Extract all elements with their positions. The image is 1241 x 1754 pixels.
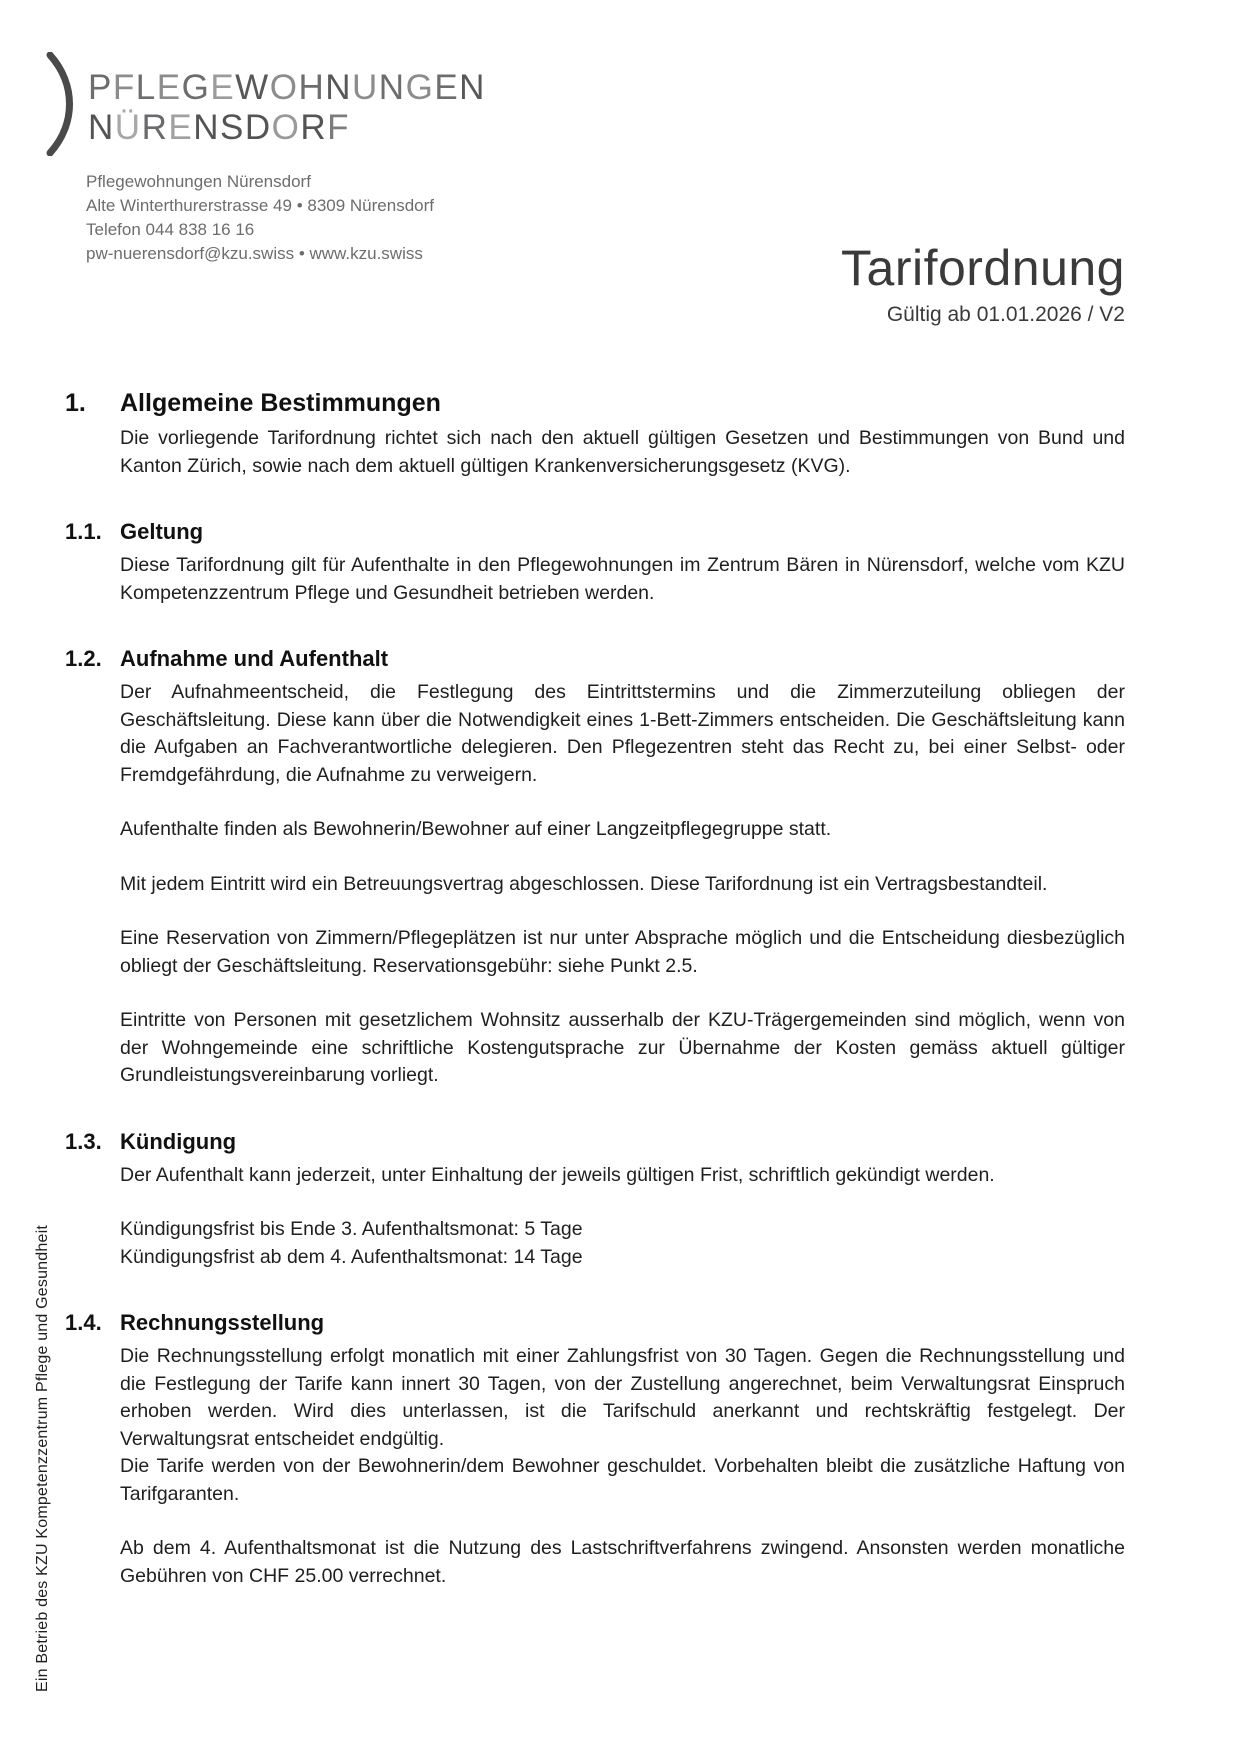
paragraph: Die Tarife werden von der Bewohnerin/dem Bewohner geschuldet. Vorbehalten bleibt die zusätzliche Haftung von Tarifgaranten. [120,1455,1125,1505]
logo-letter: R [300,108,328,147]
section-heading: Aufnahme und Aufenthalt [120,646,389,671]
paragraph: Eintritte von Personen mit gesetzlichem Wohnsitz ausserhalb der KZU-Trägergemeinden sind möglich, wenn von der Wohngemeinde eine schriftliche Kostengutsprache zur Übernahme der Kosten gemäss aktuell gültiger Grundleistungsvereinbarung vorliegt. [120,1009,1125,1086]
address-line: Telefon 044 838 16 16 [86,220,255,239]
paragraph: Ab dem 4. Aufenthaltsmonat ist die Nutzung des Lastschriftverfahrens zwingend. Ansonsten werden monatliche Gebühren von CHF 25.00 verrechnet. [120,1537,1125,1587]
logo-letter: H [298,68,326,107]
sections [65,388,1125,1590]
paragraph: Der Aufnahmeentscheid, die Festlegung des Eintrittstermins und die Zimmerzuteilung obliegen der Geschäftsleitung. Diese kann über die Notwendigkeit eines 1-Bett-Zimmers entscheiden. Die Geschäftsleitung kann die Aufgaben an Fachverantwortliche delegieren. Den Pflegezentren steht das Recht zu, bei einer Selbst- oder Fremdgefährdung, die Aufnahme zu verweigern. [120,681,1125,786]
logo-letter: G [405,68,435,107]
logo-letter: E [168,108,194,147]
section-number: 1.2. [65,646,102,671]
logo-letter: N [459,68,486,107]
paragraph: Die vorliegende Tarifordnung richtet sich nach den aktuell gültigen Gesetzen und Bestimmungen von Bund und Kanton Zürich, sowie nach dem aktuell gültigen Krankenversicherungsgesetz (KVG). [120,427,1125,477]
logo-letter: S [219,108,245,147]
line-group [120,1216,1125,1271]
logo-letter: E [210,68,236,107]
logo-letter: O [271,108,301,147]
line-item: Kündigungsfrist bis Ende 3. Aufenthaltsmonat: 5 Tage [120,1218,583,1240]
paragraph: Mit jedem Eintritt wird ein Betreuungsvertrag abgeschlossen. Diese Tarifordnung ist ein Vertragsbestandteil. [120,872,1048,895]
logo-letter: E [434,68,460,107]
section [65,518,1125,607]
logo-letter: L [135,68,157,107]
paragraph: Eine Reservation von Zimmern/Pflegeplätzen ist nur unter Absprache möglich und die Entscheidung diesbezüglich obliegt der Geschäftsleitung. Reservationsgebühr: siehe Punkt 2.5. [120,927,1125,977]
section [65,388,1125,480]
logo-letter: N [325,68,353,107]
logo-letter: O [269,68,299,107]
company-logo [46,52,486,156]
logo-letter: N [378,68,406,107]
section [65,1128,1125,1272]
validity-subtitle: Gültig ab 01.01.2026 / V2 [886,303,1125,326]
sidebar-vertical-caption: Ein Betrieb des KZU Kompetenzzentrum Pflege und Gesundheit [34,1225,51,1692]
logo-letter: D [244,108,272,147]
section-heading: Allgemeine Bestimmungen [120,389,441,417]
section-number: 1.3. [65,1128,102,1154]
logo-letter: N [193,108,220,147]
logo-letter: R [141,108,169,147]
page-title: Tarifordnung [841,240,1125,296]
logo-letter: U [352,68,379,107]
logo-letter: Ü [114,108,142,147]
paragraph: Die Rechnungsstellung erfolgt monatlich mit einer Zahlungsfrist von 30 Tagen. Gegen die Rechnungsstellung und die Festlegung der Tarife kann innert 30 Tagen, von der Zustellung angerechnet, beim Verwaltungsrat Einspruch erhoben werden. Wird dies unterlassen, ist die Tarifschuld anerkannt und rechtskräftig festgelegt. Der Verwaltungsrat entscheidet endgültig. [120,1345,1125,1450]
logo-line-1 [88,68,486,108]
logo-letter: F [327,108,351,147]
paragraph: Der Aufenthalt kann jederzeit, unter Einhaltung der jeweils gültigen Frist, schriftlich gekündigt werden. [120,1163,995,1186]
logo-line-2 [88,108,486,148]
logo-letter: N [88,108,115,147]
logo-letter: P [88,68,113,107]
section-heading: Kündigung [120,1128,237,1154]
section [65,1309,1125,1590]
logo-arc-icon [46,52,80,156]
logo-letter: F [112,68,136,107]
logo-wordmark [88,52,486,148]
logo-letter: G [181,68,211,107]
section-heading: Rechnungsstellung [120,1310,325,1335]
section [65,645,1125,1090]
section-heading: Geltung [120,519,204,544]
paragraph: Diese Tarifordnung gilt für Aufenthalte in den Pflegewohnungen im Zentrum Bären in Nürensdorf, welche vom KZU Kompetenzzentrum Pflege und Gesundheit betrieben werden. [120,554,1125,604]
logo-letter: W [235,68,270,107]
line-item: Kündigungsfrist ab dem 4. Aufenthaltsmonat: 14 Tage [120,1245,583,1268]
address-line: Alte Winterthurerstrasse 49 • 8309 Nürensdorf [86,196,435,215]
address-line: Pflegewohnungen Nürensdorf [86,172,311,191]
address-line: pw-nuerensdorf@kzu.swiss • www.kzu.swiss [86,244,423,263]
section-number: 1.4. [65,1310,102,1335]
section-number: 1.1. [65,519,102,544]
logo-letter: E [156,68,182,107]
paragraph: Aufenthalte finden als Bewohnerin/Bewohner auf einer Langzeitpflegegruppe statt. [120,818,832,840]
section-number: 1. [65,389,86,417]
title-block [120,240,1125,328]
